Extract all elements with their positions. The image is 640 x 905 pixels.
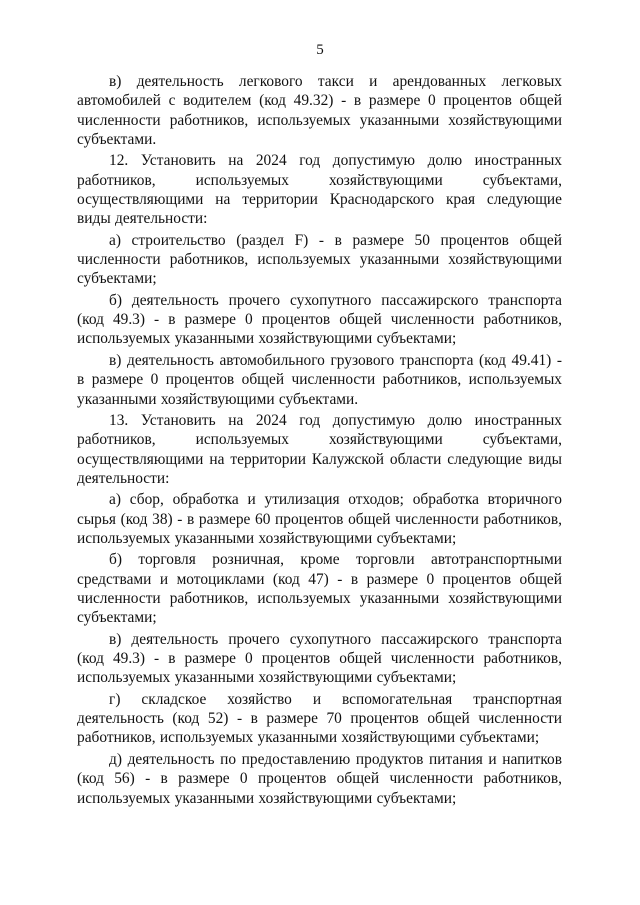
paragraph-item-v-freight-transport: в) деятельность автомобильного грузового транспорта (код 49.41) - в размере 0 процентов общей численности работников, используемых указанными хозяйствующими субъектами. — [77, 351, 562, 408]
paragraph-item-a-construction: а) строительство (раздел F) - в размере 50 процентов общей численности работников, используемых указанными хозяйствующими субъектами; — [77, 231, 562, 288]
paragraph-item-a-waste: а) сбор, обработка и утилизация отходов; обработка вторичного сырья (код 38) - в размере 60 процентов общей численности работников, используемых указанными хозяйствующими субъектами; — [77, 491, 562, 547]
paragraph-item-d-food-services: д) деятельность по предоставлению продуктов питания и напитков (код 56) - в размере 0 процентов общей численности работников, используемых указанными хозяйствующими субъектами; — [77, 750, 562, 807]
page-number: 5 — [316, 42, 324, 58]
document-body — [77, 72, 562, 810]
paragraph-item-g-warehousing: г) складское хозяйство и вспомогательная транспортная деятельность (код 52) - в размере 70 процентов общей численности работников, используемых указанными хозяйствующими субъектами; — [77, 690, 562, 747]
paragraph-item-b-retail: б) торговля розничная, кроме торговли автотранспортными средствами и мотоциклами (код 47) - в размере 0 процентов общей численности работников, используемых указанными хозяйствующими субъектами; — [77, 551, 562, 627]
paragraph-clause-13: 13. Установить на 2024 год допустимую долю иностранных работников, используемых хозяйствующими субъектами, осуществляющими на территории Калужской области следующие виды деятельности: — [77, 411, 562, 487]
paragraph-item-v-taxi: в) деятельность легкового такси и арендованных легковых автомобилей с водителем (код 49.32) - в размере 0 процентов общей численности работников, используемых указанными хозяйствующими субъектами. — [77, 73, 562, 148]
paragraph-item-v-passenger-transport: в) деятельность прочего сухопутного пассажирского транспорта (код 49.3) - в размере 0 процентов общей численности работников, используемых указанными хозяйствующими субъектами; — [77, 630, 562, 687]
paragraph-item-b-passenger-transport: б) деятельность прочего сухопутного пассажирского транспорта (код 49.3) - в размере 0 процентов общей численности работников, используемых указанными хозяйствующими субъектами; — [77, 291, 562, 348]
paragraph-clause-12: 12. Установить на 2024 год допустимую долю иностранных работников, используемых хозяйствующими субъектами, осуществляющими на территории Краснодарского края следующие виды деятельности: — [77, 152, 562, 228]
